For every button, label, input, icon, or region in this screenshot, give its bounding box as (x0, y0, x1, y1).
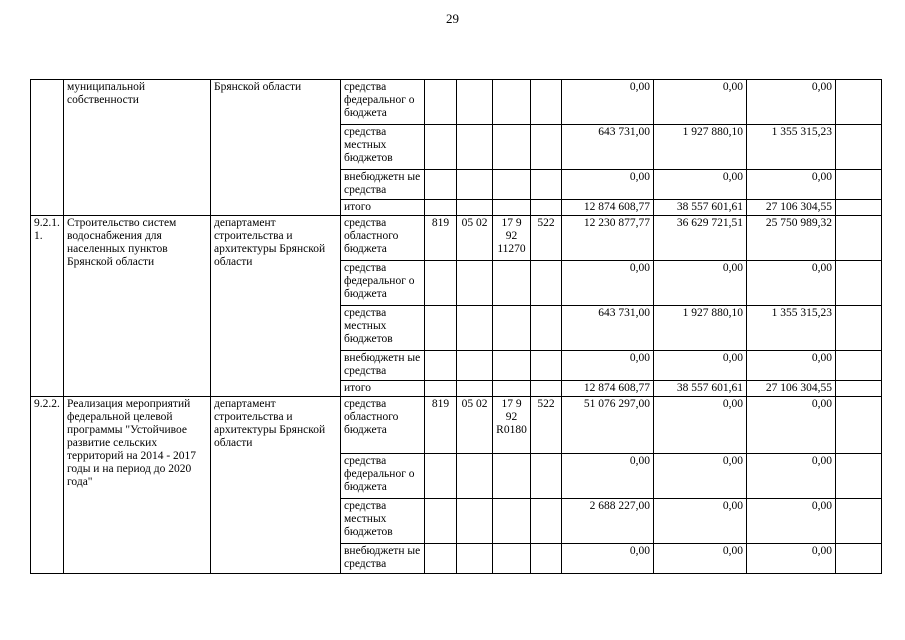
code-cell: 17 9 92 R0180 (493, 397, 531, 454)
code-cell (457, 381, 493, 397)
code-cell (531, 80, 562, 125)
code-cell (531, 200, 562, 216)
code-cell: 819 (425, 216, 457, 261)
extra-cell (836, 544, 882, 574)
extra-cell (836, 397, 882, 454)
value-cell: 0,00 (654, 397, 747, 454)
extra-cell (836, 200, 882, 216)
value-cell: 1 927 880,10 (654, 125, 747, 170)
code-cell (457, 261, 493, 306)
funding-source: внебюджетн ые средства (341, 544, 425, 574)
code-cell (531, 454, 562, 499)
code-cell: 522 (531, 397, 562, 454)
code-cell (425, 261, 457, 306)
extra-cell (836, 80, 882, 125)
value-cell: 0,00 (562, 80, 654, 125)
code-cell (457, 170, 493, 200)
code-cell (425, 454, 457, 499)
item-number (31, 80, 64, 216)
code-cell (425, 125, 457, 170)
value-cell: 1 355 315,23 (747, 125, 836, 170)
item-name: Строительство систем водоснабжения для населенных пунктов Брянской области (64, 216, 211, 397)
funding-source: средства местных бюджетов (341, 125, 425, 170)
funding-source: средства федеральног о бюджета (341, 454, 425, 499)
code-cell (493, 125, 531, 170)
value-cell: 0,00 (747, 351, 836, 381)
funding-source: средства федеральног о бюджета (341, 261, 425, 306)
code-cell (457, 80, 493, 125)
code-cell (425, 381, 457, 397)
budget-table (30, 79, 882, 574)
value-cell: 51 076 297,00 (562, 397, 654, 454)
value-cell: 0,00 (654, 80, 747, 125)
code-cell: 522 (531, 216, 562, 261)
code-cell (425, 170, 457, 200)
value-cell: 12 874 608,77 (562, 381, 654, 397)
code-cell (531, 381, 562, 397)
code-cell (425, 80, 457, 125)
code-cell (531, 306, 562, 351)
funding-source: итого (341, 381, 425, 397)
value-cell: 0,00 (562, 454, 654, 499)
value-cell: 12 230 877,77 (562, 216, 654, 261)
funding-source: внебюджетн ые средства (341, 170, 425, 200)
code-cell (493, 261, 531, 306)
value-cell: 36 629 721,51 (654, 216, 747, 261)
funding-source: средства местных бюджетов (341, 306, 425, 351)
code-cell (425, 544, 457, 574)
value-cell: 643 731,00 (562, 306, 654, 351)
extra-cell (836, 261, 882, 306)
value-cell: 0,00 (747, 499, 836, 544)
code-cell (493, 170, 531, 200)
extra-cell (836, 216, 882, 261)
value-cell: 1 927 880,10 (654, 306, 747, 351)
extra-cell (836, 351, 882, 381)
extra-cell (836, 454, 882, 499)
value-cell: 0,00 (747, 454, 836, 499)
code-cell (493, 200, 531, 216)
item-number: 9.2.1. 1. (31, 216, 64, 397)
value-cell: 0,00 (747, 261, 836, 306)
code-cell (457, 125, 493, 170)
code-cell (457, 200, 493, 216)
code-cell (493, 351, 531, 381)
item-name: муниципальной собственности (64, 80, 211, 216)
value-cell: 38 557 601,61 (654, 381, 747, 397)
code-cell: 05 02 (457, 397, 493, 454)
code-cell (531, 261, 562, 306)
value-cell: 0,00 (747, 397, 836, 454)
executor: департамент строительства и архитектуры Брянской области (211, 397, 341, 574)
table-row (31, 216, 882, 261)
code-cell (457, 351, 493, 381)
code-cell (425, 306, 457, 351)
value-cell: 0,00 (562, 544, 654, 574)
funding-source: итого (341, 200, 425, 216)
code-cell (425, 351, 457, 381)
value-cell: 0,00 (654, 544, 747, 574)
funding-source: средства местных бюджетов (341, 499, 425, 544)
code-cell (457, 544, 493, 574)
value-cell: 27 106 304,55 (747, 381, 836, 397)
value-cell: 1 355 315,23 (747, 306, 836, 351)
code-cell (425, 499, 457, 544)
value-cell: 12 874 608,77 (562, 200, 654, 216)
value-cell: 0,00 (562, 261, 654, 306)
value-cell: 0,00 (654, 170, 747, 200)
value-cell: 27 106 304,55 (747, 200, 836, 216)
value-cell: 0,00 (747, 544, 836, 574)
code-cell (457, 499, 493, 544)
code-cell (531, 125, 562, 170)
extra-cell (836, 381, 882, 397)
value-cell: 25 750 989,32 (747, 216, 836, 261)
code-cell (493, 454, 531, 499)
code-cell: 05 02 (457, 216, 493, 261)
code-cell (493, 306, 531, 351)
code-cell: 819 (425, 397, 457, 454)
funding-source: средства областного бюджета (341, 397, 425, 454)
value-cell: 0,00 (747, 170, 836, 200)
code-cell (425, 200, 457, 216)
code-cell (493, 499, 531, 544)
funding-source: внебюджетн ые средства (341, 351, 425, 381)
code-cell (493, 381, 531, 397)
value-cell: 0,00 (747, 80, 836, 125)
page-number: 29 (446, 11, 459, 26)
funding-source: средства областного бюджета (341, 216, 425, 261)
table-row (31, 397, 882, 454)
value-cell: 0,00 (562, 170, 654, 200)
value-cell: 0,00 (654, 351, 747, 381)
funding-source: средства федеральног о бюджета (341, 80, 425, 125)
value-cell: 0,00 (654, 499, 747, 544)
value-cell: 38 557 601,61 (654, 200, 747, 216)
code-cell (531, 170, 562, 200)
extra-cell (836, 499, 882, 544)
value-cell: 643 731,00 (562, 125, 654, 170)
item-name: Реализация мероприятий федеральной целевой программы "Устойчивое развитие сельских территорий на 2014 - 2017 годы и на период до 2020 года" (64, 397, 211, 574)
extra-cell (836, 125, 882, 170)
extra-cell (836, 170, 882, 200)
executor: департамент строительства и архитектуры Брянской области (211, 216, 341, 397)
code-cell (531, 351, 562, 381)
code-cell (493, 544, 531, 574)
table-row (31, 80, 882, 125)
code-cell (493, 80, 531, 125)
item-number: 9.2.2. (31, 397, 64, 574)
extra-cell (836, 306, 882, 351)
executor: Брянской области (211, 80, 341, 216)
code-cell (531, 499, 562, 544)
code-cell (457, 306, 493, 351)
code-cell: 17 9 92 11270 (493, 216, 531, 261)
value-cell: 0,00 (562, 351, 654, 381)
value-cell: 0,00 (654, 454, 747, 499)
value-cell: 2 688 227,00 (562, 499, 654, 544)
value-cell: 0,00 (654, 261, 747, 306)
code-cell (531, 544, 562, 574)
code-cell (457, 454, 493, 499)
